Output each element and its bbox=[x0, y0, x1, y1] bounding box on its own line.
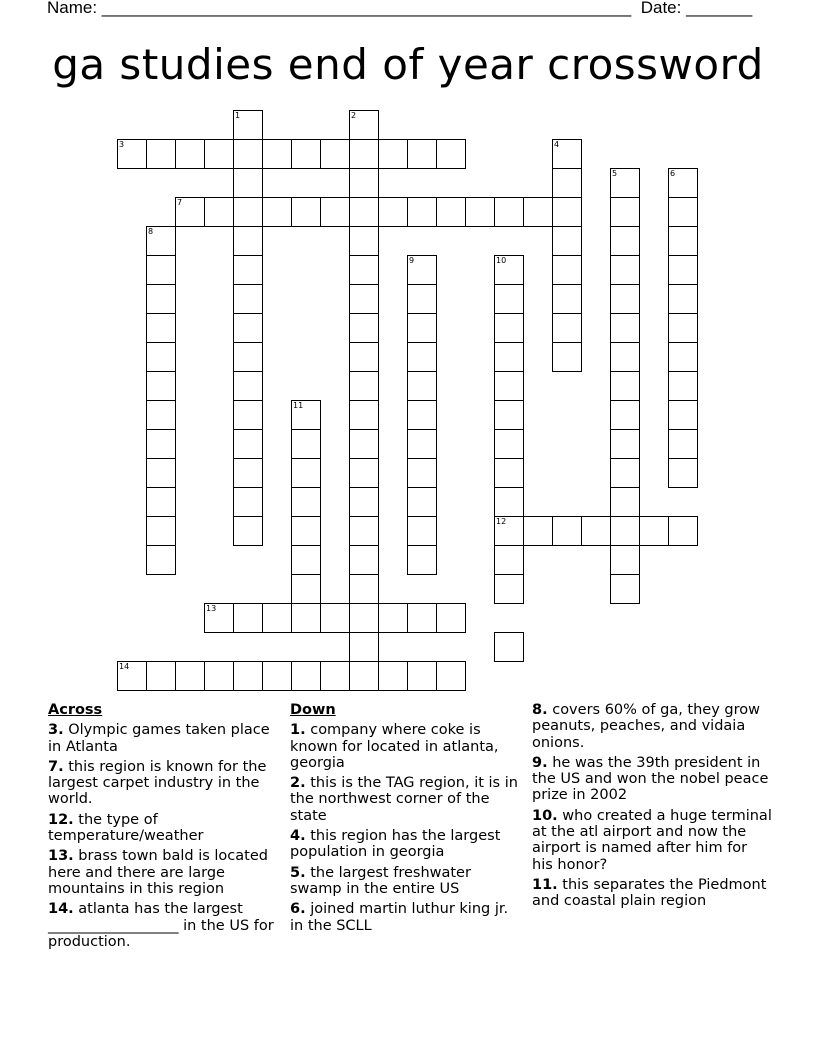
clue-item bbox=[290, 775, 525, 824]
grid-cell[interactable] bbox=[146, 284, 176, 314]
grid-cell[interactable] bbox=[349, 168, 379, 198]
grid-cell[interactable] bbox=[552, 255, 582, 285]
across-clue-list bbox=[48, 722, 283, 950]
grid-cell[interactable] bbox=[378, 139, 408, 169]
grid-cell[interactable] bbox=[233, 342, 263, 372]
grid-cell[interactable] bbox=[552, 342, 582, 372]
across-clues bbox=[48, 702, 283, 954]
grid-cell[interactable] bbox=[610, 574, 640, 604]
grid-cell[interactable] bbox=[436, 197, 466, 227]
clue-number: 8. bbox=[532, 702, 548, 718]
grid-cell[interactable] bbox=[146, 371, 176, 401]
clue-number: 13. bbox=[48, 848, 74, 865]
grid-cell[interactable] bbox=[262, 661, 292, 691]
grid-cell[interactable] bbox=[552, 516, 582, 546]
clue-number-label: 3 bbox=[119, 140, 125, 149]
grid-cell[interactable] bbox=[349, 255, 379, 285]
clue-number-label: 11 bbox=[293, 401, 304, 410]
grid-cell[interactable] bbox=[436, 139, 466, 169]
grid-cell[interactable] bbox=[668, 255, 698, 285]
clue-text: covers 60% of ga, they grow peanuts, peaches, and vidaia onions. bbox=[532, 702, 760, 751]
grid-cell[interactable] bbox=[349, 371, 379, 401]
grid-cell[interactable] bbox=[436, 661, 466, 691]
grid-cell[interactable] bbox=[146, 661, 176, 691]
grid-cell[interactable] bbox=[146, 458, 176, 488]
clue-item bbox=[48, 848, 283, 897]
grid-cell[interactable] bbox=[204, 139, 234, 169]
clue-text: atlanta has the largest __________________ in the US for production. bbox=[48, 901, 274, 950]
grid-cell[interactable] bbox=[610, 226, 640, 256]
grid-cell[interactable] bbox=[349, 661, 379, 691]
grid-cell[interactable] bbox=[349, 226, 379, 256]
grid-cell[interactable] bbox=[349, 284, 379, 314]
clue-item bbox=[290, 865, 525, 898]
grid-cell[interactable] bbox=[552, 168, 582, 198]
clue-text: brass town bald is located here and there are large mountains in this region bbox=[48, 848, 268, 897]
clue-number-label: 12 bbox=[496, 517, 507, 526]
grid-cell[interactable] bbox=[494, 429, 524, 459]
grid-cell[interactable] bbox=[204, 661, 234, 691]
grid-cell[interactable] bbox=[233, 516, 263, 546]
grid-cell[interactable] bbox=[610, 487, 640, 517]
grid-cell[interactable] bbox=[407, 313, 437, 343]
grid-cell[interactable] bbox=[349, 342, 379, 372]
clue-item bbox=[532, 808, 772, 873]
grid-cell[interactable] bbox=[610, 342, 640, 372]
grid-cell[interactable] bbox=[320, 603, 350, 633]
clue-number-label: 7 bbox=[177, 198, 183, 207]
grid-cell[interactable] bbox=[320, 139, 350, 169]
grid-cell[interactable] bbox=[146, 342, 176, 372]
grid-cell[interactable] bbox=[175, 139, 205, 169]
grid-cell[interactable] bbox=[262, 197, 292, 227]
clue-text: Olympic games taken place in Atlanta bbox=[48, 722, 270, 755]
clue-number: 5. bbox=[290, 864, 306, 881]
down-heading: Down bbox=[290, 702, 336, 718]
grid-cell[interactable] bbox=[291, 574, 321, 604]
clue-text: this separates the Piedmont and coastal plain region bbox=[532, 876, 767, 910]
grid-cell[interactable] bbox=[668, 371, 698, 401]
grid-cell[interactable] bbox=[349, 429, 379, 459]
grid-cell[interactable] bbox=[291, 516, 321, 546]
grid-cell[interactable] bbox=[610, 400, 640, 430]
down-clue-list-continued bbox=[532, 702, 772, 910]
grid-cell[interactable] bbox=[610, 284, 640, 314]
grid-cell[interactable] bbox=[494, 342, 524, 372]
grid-cell[interactable] bbox=[552, 197, 582, 227]
down-clues bbox=[290, 702, 525, 938]
grid-cell[interactable] bbox=[668, 313, 698, 343]
clue-item bbox=[48, 812, 283, 845]
grid-cell[interactable] bbox=[494, 400, 524, 430]
date-field-label: Date: _______ bbox=[640, 0, 753, 17]
grid-cell[interactable] bbox=[378, 197, 408, 227]
grid-cell[interactable] bbox=[146, 545, 176, 575]
grid-cell[interactable] bbox=[407, 545, 437, 575]
grid-cell[interactable] bbox=[291, 661, 321, 691]
clue-number: 11. bbox=[532, 876, 558, 893]
grid-cell[interactable] bbox=[668, 400, 698, 430]
grid-cell[interactable] bbox=[610, 371, 640, 401]
page-title: ga studies end of year crossword bbox=[52, 40, 764, 89]
clue-number-label: 4 bbox=[554, 140, 560, 149]
grid-cell[interactable] bbox=[407, 516, 437, 546]
grid-cell[interactable] bbox=[233, 139, 263, 169]
grid-cell[interactable] bbox=[349, 545, 379, 575]
grid-cell[interactable] bbox=[668, 516, 698, 546]
grid-cell[interactable] bbox=[610, 458, 640, 488]
grid-cell[interactable] bbox=[668, 226, 698, 256]
grid-cell[interactable] bbox=[291, 545, 321, 575]
grid-cell[interactable] bbox=[349, 487, 379, 517]
grid-cell[interactable] bbox=[320, 661, 350, 691]
grid-cell[interactable] bbox=[407, 342, 437, 372]
grid-cell[interactable] bbox=[233, 284, 263, 314]
grid-cell[interactable] bbox=[494, 197, 524, 227]
clue-number-label: 10 bbox=[496, 256, 507, 265]
grid-cell[interactable] bbox=[494, 284, 524, 314]
grid-cell[interactable] bbox=[233, 400, 263, 430]
grid-cell[interactable] bbox=[349, 197, 379, 227]
grid-cell[interactable] bbox=[146, 313, 176, 343]
grid-cell[interactable] bbox=[349, 516, 379, 546]
grid-cell[interactable] bbox=[407, 458, 437, 488]
grid-cell[interactable] bbox=[523, 197, 553, 227]
grid-cell[interactable] bbox=[146, 487, 176, 517]
grid-cell[interactable] bbox=[349, 632, 379, 662]
clue-number-label: 14 bbox=[119, 662, 130, 671]
grid-cell[interactable] bbox=[407, 371, 437, 401]
grid-cell[interactable] bbox=[175, 661, 205, 691]
grid-cell[interactable] bbox=[610, 516, 640, 546]
grid-cell[interactable] bbox=[552, 284, 582, 314]
clue-item bbox=[48, 722, 283, 755]
grid-cell[interactable] bbox=[349, 400, 379, 430]
clue-text: joined martin luthur king jr. in the SCLL bbox=[290, 901, 509, 934]
grid-cell[interactable] bbox=[233, 371, 263, 401]
grid-cell[interactable] bbox=[291, 139, 321, 169]
clue-item bbox=[290, 722, 525, 771]
grid-cell[interactable] bbox=[233, 168, 263, 198]
grid-cell[interactable] bbox=[349, 313, 379, 343]
clue-number-label: 6 bbox=[670, 169, 676, 178]
clue-number: 7. bbox=[48, 758, 64, 775]
grid-cell[interactable] bbox=[668, 458, 698, 488]
grid-cell[interactable] bbox=[494, 371, 524, 401]
clue-text: he was the 39th president in the US and won the nobel peace prize in 2002 bbox=[532, 754, 769, 804]
grid-cell[interactable] bbox=[146, 429, 176, 459]
grid-cell[interactable] bbox=[349, 458, 379, 488]
clue-item bbox=[48, 901, 283, 950]
grid-cell[interactable] bbox=[523, 516, 553, 546]
grid-cell[interactable] bbox=[407, 661, 437, 691]
name-field-label: Name: ________________________________________________________ bbox=[47, 0, 632, 17]
grid-cell[interactable] bbox=[610, 313, 640, 343]
grid-cell[interactable] bbox=[146, 516, 176, 546]
grid-cell[interactable] bbox=[349, 603, 379, 633]
grid-cell[interactable] bbox=[204, 197, 234, 227]
down-clues-continued bbox=[532, 702, 772, 914]
grid-cell[interactable] bbox=[610, 545, 640, 575]
down-clue-list bbox=[290, 722, 525, 934]
clue-number: 1. bbox=[290, 722, 306, 739]
grid-cell[interactable] bbox=[407, 197, 437, 227]
clue-number: 10. bbox=[532, 807, 558, 824]
grid-cell[interactable] bbox=[610, 255, 640, 285]
clue-number: 3. bbox=[48, 722, 64, 739]
grid-cell[interactable] bbox=[233, 458, 263, 488]
clue-item bbox=[532, 755, 772, 804]
grid-cell[interactable] bbox=[668, 284, 698, 314]
grid-cell[interactable] bbox=[494, 313, 524, 343]
grid-cell[interactable] bbox=[291, 197, 321, 227]
clue-item bbox=[290, 901, 525, 934]
grid-cell[interactable] bbox=[552, 313, 582, 343]
clue-number: 14. bbox=[48, 901, 74, 918]
grid-cell[interactable] bbox=[291, 603, 321, 633]
grid-cell[interactable] bbox=[233, 313, 263, 343]
grid-cell[interactable] bbox=[291, 429, 321, 459]
clue-number: 6. bbox=[290, 901, 306, 918]
grid-cell[interactable] bbox=[610, 197, 640, 227]
grid-cell[interactable] bbox=[436, 603, 466, 633]
clue-number-label: 13 bbox=[206, 604, 217, 613]
clue-number: 2. bbox=[290, 775, 306, 792]
clue-text: this region has the largest population in georgia bbox=[290, 828, 501, 861]
clue-item bbox=[48, 759, 283, 808]
clue-item bbox=[532, 702, 772, 751]
grid-cell[interactable] bbox=[291, 458, 321, 488]
grid-cell[interactable] bbox=[291, 487, 321, 517]
clue-number: 12. bbox=[48, 811, 74, 828]
clue-text: who created a huge terminal at the atl airport and now the airport is named after him for his honor? bbox=[532, 807, 772, 873]
clue-text: the largest freshwater swamp in the entire US bbox=[290, 864, 471, 897]
grid-cell[interactable] bbox=[233, 429, 263, 459]
grid-cell[interactable] bbox=[407, 400, 437, 430]
grid-cell[interactable] bbox=[233, 255, 263, 285]
grid-cell[interactable] bbox=[233, 197, 263, 227]
grid-cell[interactable] bbox=[494, 458, 524, 488]
clue-text: this region is known for the largest carpet industry in the world. bbox=[48, 758, 267, 808]
clue-item bbox=[532, 877, 772, 910]
clue-text: company where coke is known for located in atlanta, georgia bbox=[290, 722, 499, 771]
grid-cell[interactable] bbox=[407, 284, 437, 314]
clue-number: 4. bbox=[290, 828, 306, 845]
grid-cell[interactable] bbox=[146, 139, 176, 169]
grid-cell[interactable] bbox=[407, 603, 437, 633]
grid-cell[interactable] bbox=[233, 603, 263, 633]
grid-cell[interactable] bbox=[494, 632, 524, 662]
grid-cell[interactable] bbox=[407, 139, 437, 169]
grid-cell[interactable] bbox=[668, 429, 698, 459]
grid-cell[interactable] bbox=[233, 487, 263, 517]
grid-cell[interactable] bbox=[233, 661, 263, 691]
grid-cell[interactable] bbox=[378, 661, 408, 691]
grid-cell[interactable] bbox=[378, 603, 408, 633]
grid-cell[interactable] bbox=[552, 226, 582, 256]
grid-cell[interactable] bbox=[146, 400, 176, 430]
clue-number: 9. bbox=[532, 754, 548, 771]
clue-text: the type of temperature/weather bbox=[48, 811, 204, 845]
clue-text: this is the TAG region, it is in the northwest corner of the state bbox=[290, 775, 518, 824]
grid-cell[interactable] bbox=[349, 139, 379, 169]
grid-cell[interactable] bbox=[146, 255, 176, 285]
grid-cell[interactable] bbox=[668, 342, 698, 372]
grid-cell[interactable] bbox=[262, 139, 292, 169]
grid-cell[interactable] bbox=[465, 197, 495, 227]
grid-cell[interactable] bbox=[349, 574, 379, 604]
grid-cell[interactable] bbox=[494, 545, 524, 575]
clue-number-label: 9 bbox=[409, 256, 415, 265]
clue-number-label: 5 bbox=[612, 169, 618, 178]
clue-item bbox=[290, 828, 525, 861]
grid-cell[interactable] bbox=[494, 574, 524, 604]
grid-cell[interactable] bbox=[668, 197, 698, 227]
grid-cell[interactable] bbox=[639, 516, 669, 546]
grid-cell[interactable] bbox=[581, 516, 611, 546]
clue-number-label: 8 bbox=[148, 227, 154, 236]
grid-cell[interactable] bbox=[262, 603, 292, 633]
grid-cell[interactable] bbox=[320, 197, 350, 227]
grid-cell[interactable] bbox=[407, 429, 437, 459]
grid-cell[interactable] bbox=[610, 429, 640, 459]
clue-number-label: 2 bbox=[351, 111, 357, 120]
clue-number-label: 1 bbox=[235, 111, 241, 120]
grid-cell[interactable] bbox=[407, 487, 437, 517]
grid-cell[interactable] bbox=[494, 487, 524, 517]
grid-cell[interactable] bbox=[233, 226, 263, 256]
across-heading: Across bbox=[48, 702, 103, 718]
